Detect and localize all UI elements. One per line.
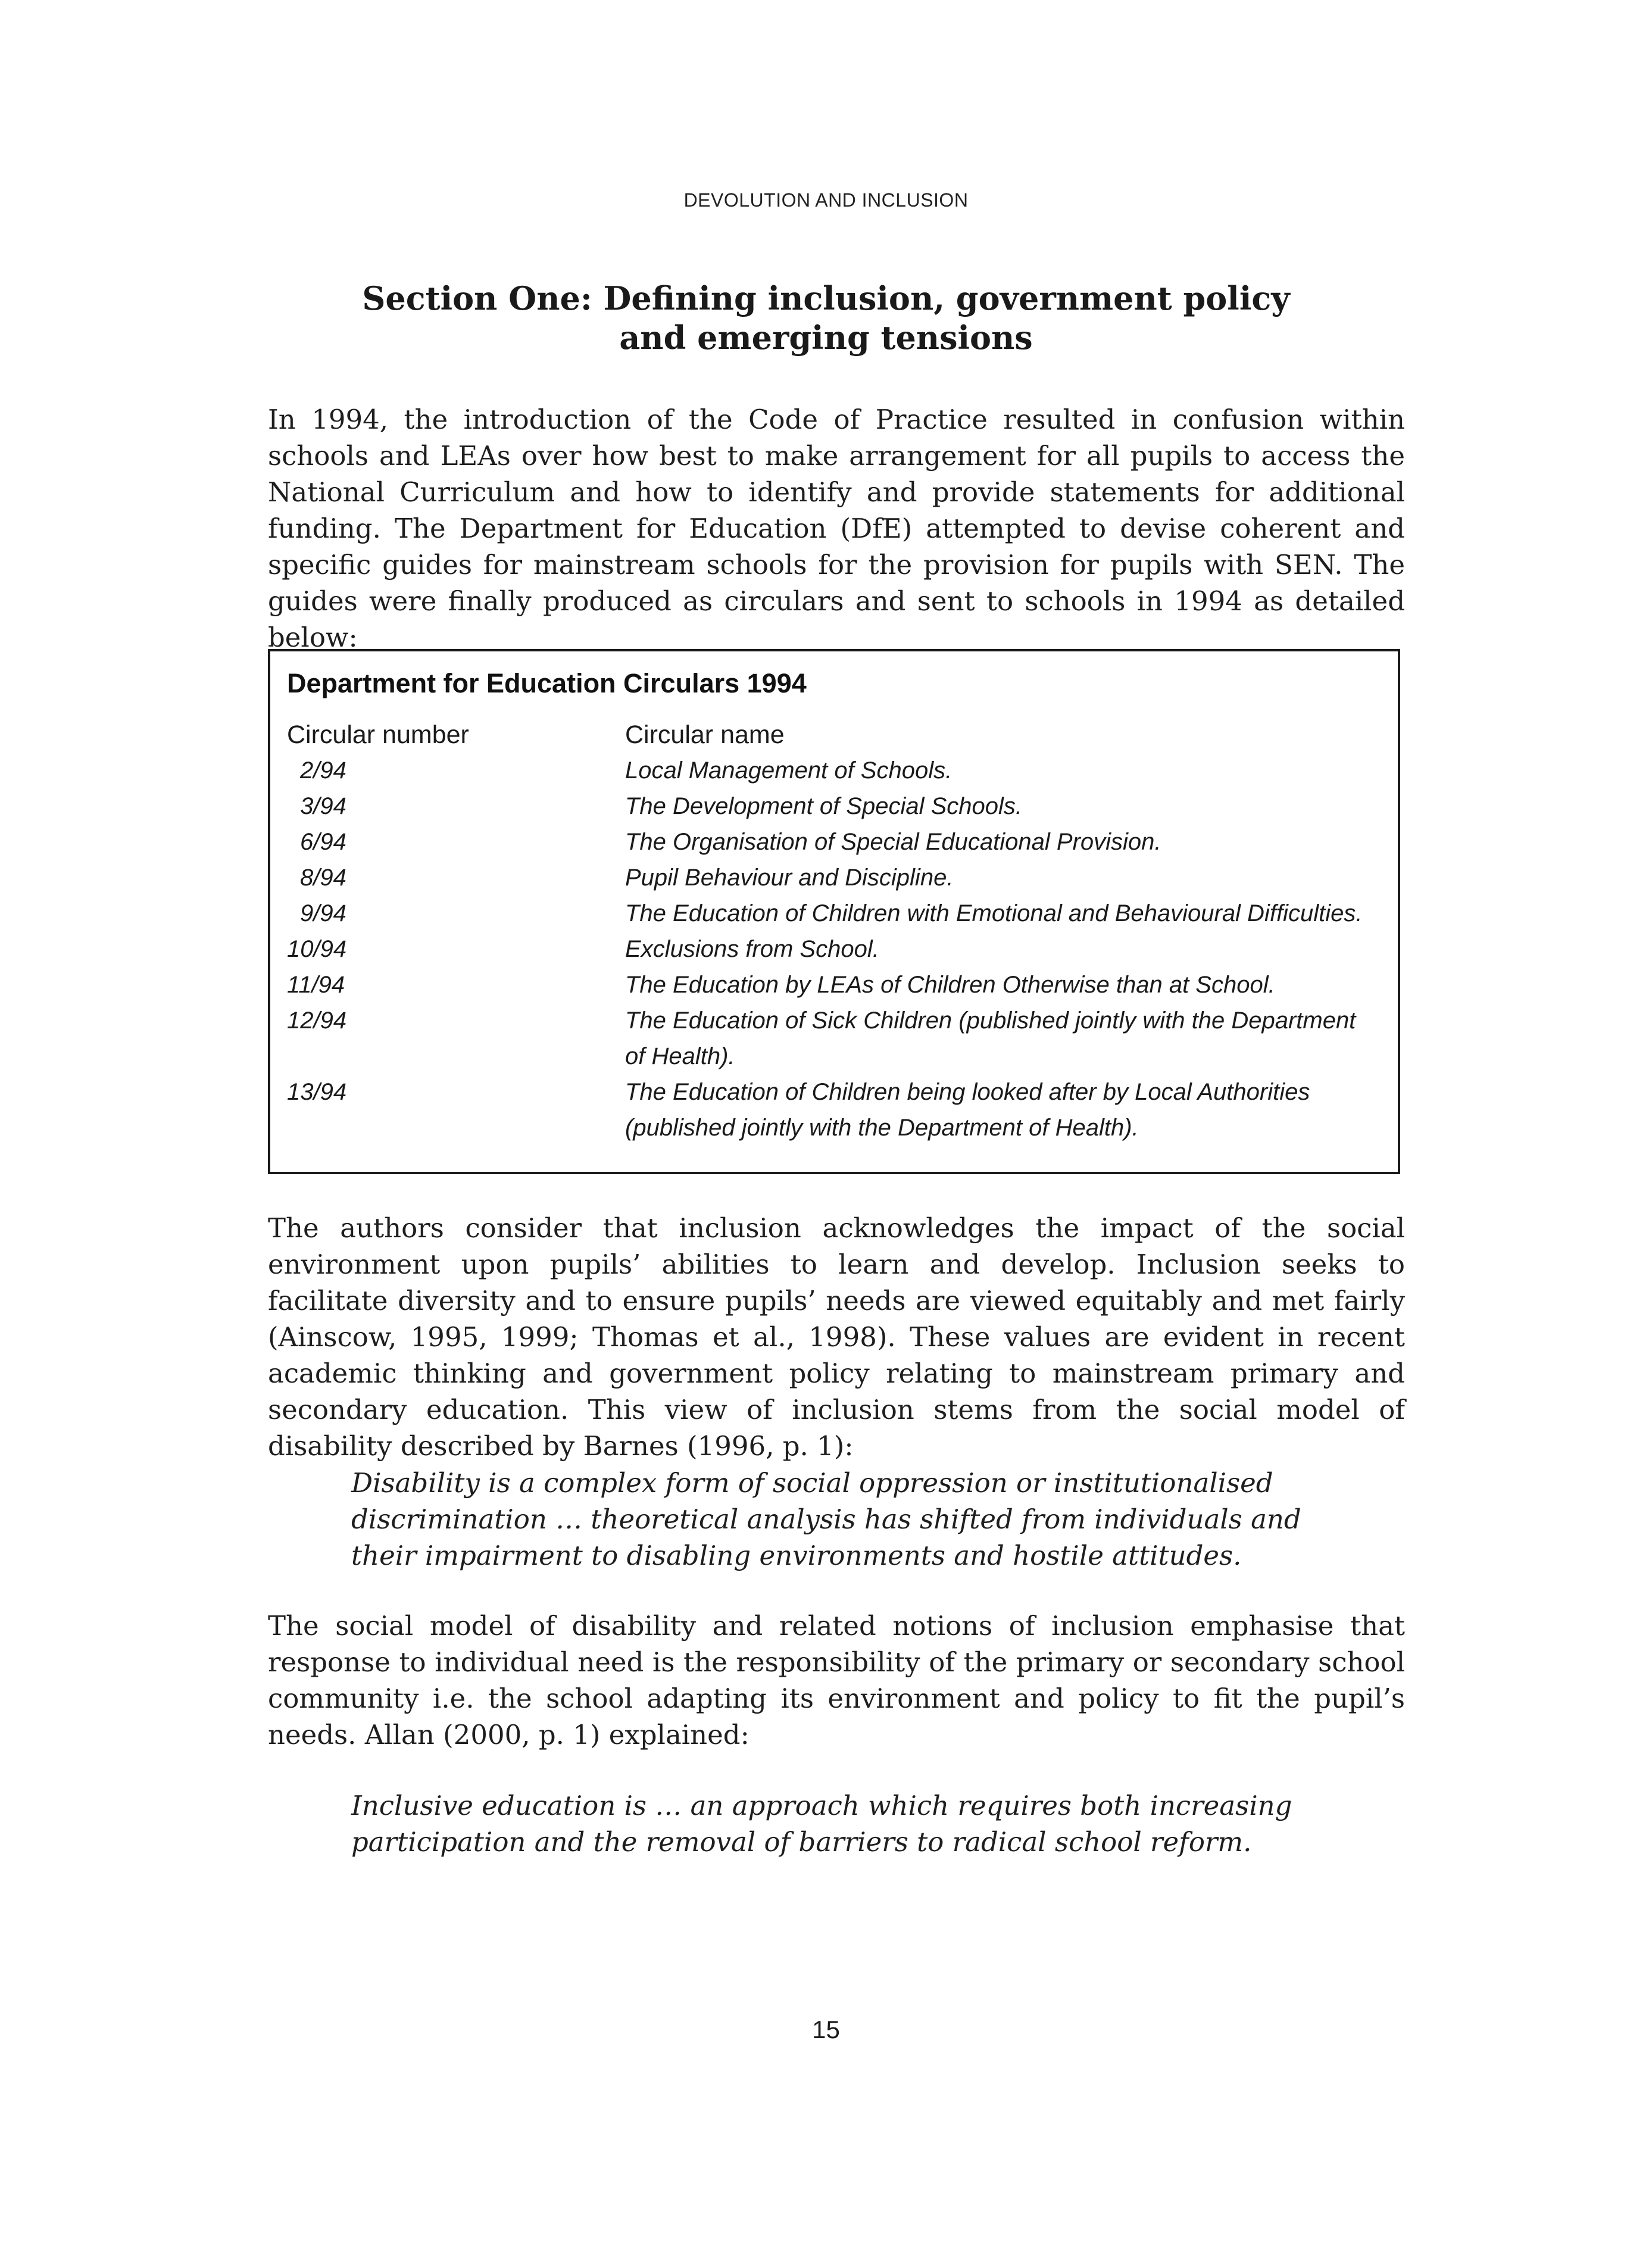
circular-row: [270, 931, 1398, 967]
social-model-paragraph: The social model of disability and related notions of inclusion emphasise that response to individual need is the responsibility of the primary or secondary school community i.e. the school adapting its environment and policy to fit the pupil’s needs. Allan (2000, p. 1) explained:: [268, 1610, 1405, 1751]
circular-number: 9/94: [300, 900, 346, 926]
circular-row: [270, 896, 1398, 931]
circular-number: 8/94: [300, 865, 346, 891]
circular-row: [270, 967, 1398, 1003]
circular-name: The Development of Special Schools.: [625, 793, 1023, 819]
circular-row: [270, 788, 1398, 824]
circular-name: Exclusions from School.: [625, 936, 879, 962]
section-title-line-2: and emerging tensions: [619, 319, 1033, 357]
circular-name: The Education of Children being looked after by Local Authorities (published jointly with the Department of Health).: [625, 1079, 1310, 1141]
circular-row: [270, 1003, 1398, 1074]
circular-name: Pupil Behaviour and Discipline.: [625, 865, 954, 891]
page-number: 15: [812, 2016, 840, 2044]
circular-number: 2/94: [300, 757, 346, 784]
circular-name: The Education by LEAs of Children Otherwise than at School.: [625, 972, 1275, 998]
circulars-list: [270, 753, 1398, 1146]
circular-row: [270, 824, 1398, 860]
circular-number: 12/94: [287, 1007, 347, 1034]
circular-number: 13/94: [287, 1079, 347, 1105]
barnes-quote: Disability is a complex form of social oppression or institutionalised discrimination … theoretical analysis has shifted from individuals and their impairment to disabling environments and hostile attitudes.: [351, 1467, 1301, 1571]
circular-number: 11/94: [287, 972, 345, 998]
section-title: [268, 279, 1384, 357]
allan-quote: Inclusive education is … an approach which requires both increasing participation and the removal of barriers to radical school reform.: [351, 1790, 1292, 1858]
circular-number: 3/94: [300, 793, 346, 819]
intro-paragraph: In 1994, the introduction of the Code of Practice resulted in confusion within schools and LEAs over how best to make arrangement for all pupils to access the National Curriculum and how to identify and provide statements for additional funding. The Department for Education (DfE) attempted to devise coherent and specific guides for mainstream schools for the provision for pupils with SEN. The guides were finally produced as circulars and sent to schools in 1994 as detailed below:: [268, 404, 1405, 653]
circular-number: 10/94: [287, 936, 347, 962]
column-header-number: Circular number: [287, 720, 469, 749]
column-header-name: Circular name: [625, 720, 785, 749]
circular-row: [270, 753, 1398, 788]
circular-number: 6/94: [300, 829, 346, 855]
circulars-box: [268, 649, 1400, 1174]
circular-name: Local Management of Schools.: [625, 757, 953, 784]
section-title-line-1: Section One: Defining inclusion, government policy: [362, 279, 1290, 317]
circular-name: The Organisation of Special Educational Provision.: [625, 829, 1161, 855]
circular-name: The Education of Sick Children (published jointly with the Department of Health).: [625, 1007, 1356, 1069]
circulars-box-title: Department for Education Circulars 1994: [287, 668, 807, 698]
circular-row: [270, 1074, 1398, 1146]
inclusion-paragraph: The authors consider that inclusion acknowledges the impact of the social environment upon pupils’ abilities to learn and develop. Inclusion seeks to facilitate diversity and to ensure pupils’ needs are viewed equitably and met fairly (Ainscow, 1995, 1999; Thomas et al., 1998). These values are evident in recent academic thinking and government policy relating to mainstream primary and secondary education. This view of inclusion stems from the social model of disability described by Barnes (1996, p. 1):: [268, 1212, 1405, 1462]
running-head: DEVOLUTION AND INCLUSION: [683, 189, 969, 211]
circular-name: The Education of Children with Emotional and Behavioural Difficulties.: [625, 900, 1363, 926]
circular-row: [270, 860, 1398, 896]
